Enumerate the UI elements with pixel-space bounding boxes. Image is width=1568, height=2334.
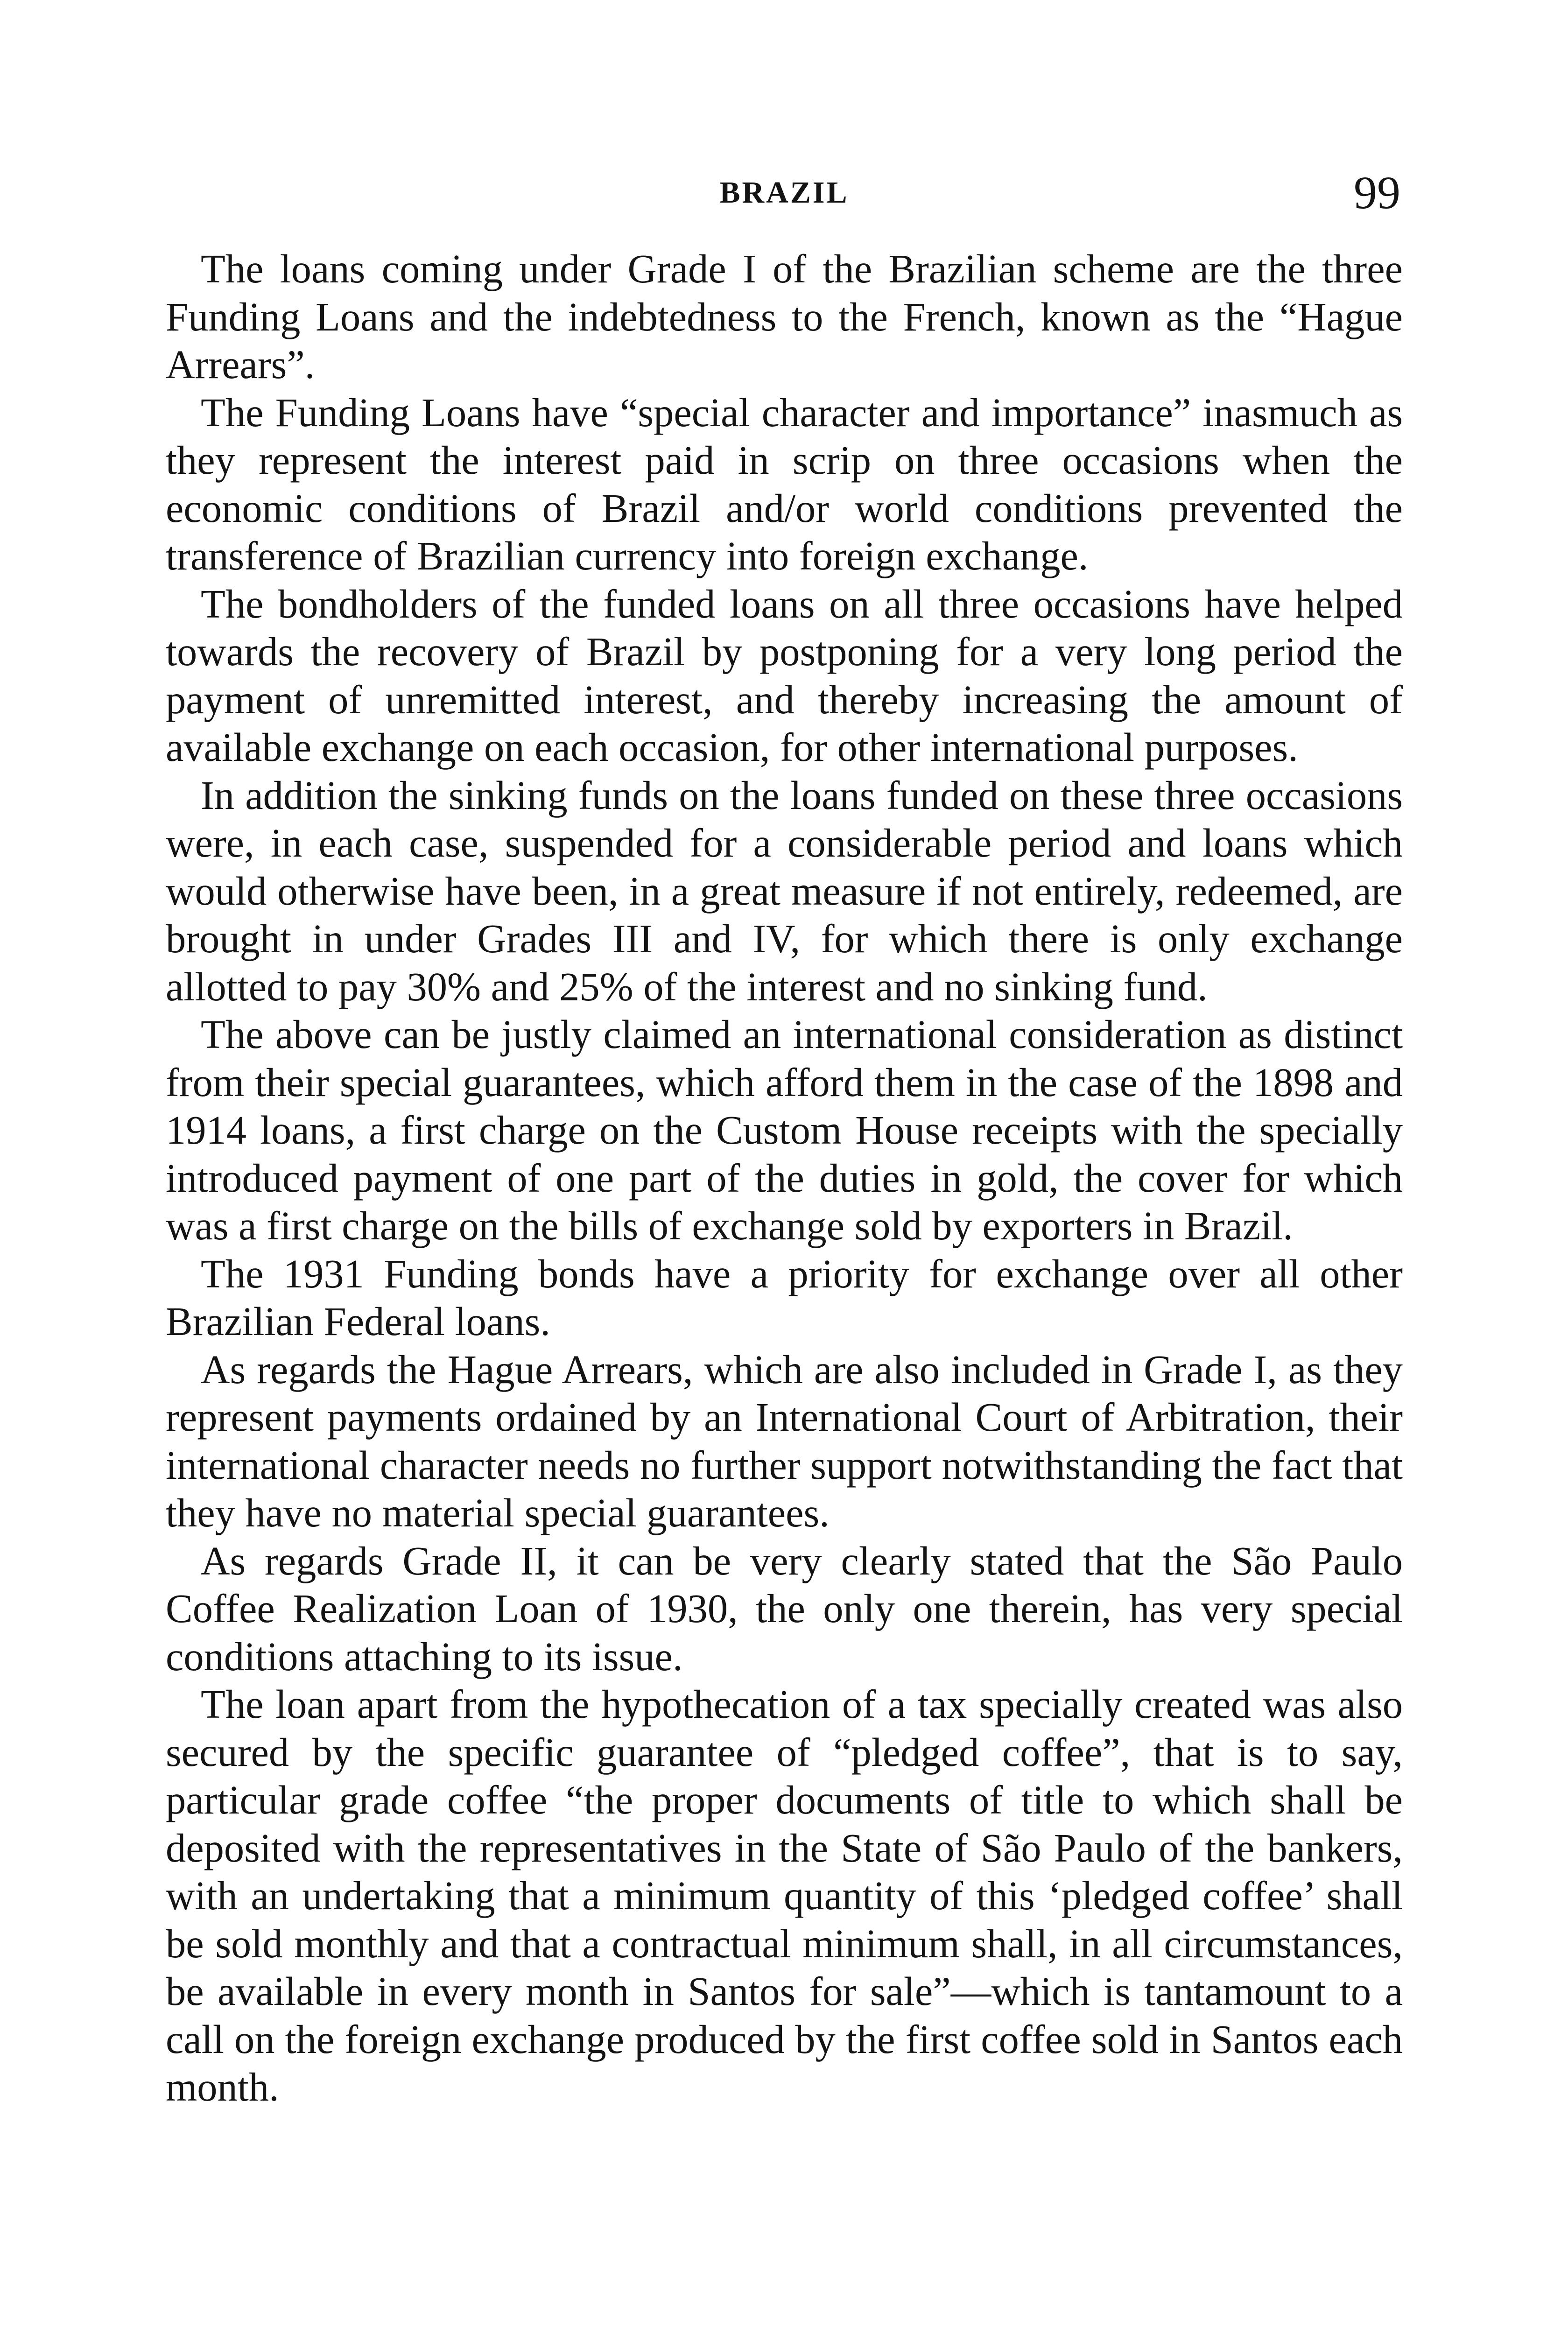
running-title: BRAZIL: [719, 176, 849, 210]
running-head: [168, 166, 1400, 222]
paragraph: The 1931 Funding bonds have a priority for exchange over all other Brazilian Federal loans.: [166, 1251, 1403, 1344]
page-number: 99: [1354, 167, 1400, 218]
paragraph: The above can be justly claimed an international consideration as distinct from their special guarantees, which afford them in the case of the 1898 and 1914 loans, a first charge on the Custom House receipts with the specially introduced payment of one part of the duties in gold, the cover for which was a first charge on the bills of exchange sold by exporters in Brazil.: [166, 1012, 1403, 1248]
paragraph: The Funding Loans have “special character and importance” inasmuch as they represent the interest paid in scrip on three occasions when the economic conditions of Brazil and/or world conditions prevented the transference of Brazilian currency into foreign exchange.: [166, 390, 1403, 578]
paragraph: As regards the Hague Arrears, which are also included in Grade I, as they represent payments ordained by an International Court of Arbitration, their international character needs no further support notwithstanding the fact that they have no material special guarantees.: [166, 1347, 1403, 1535]
paragraph: The bondholders of the funded loans on all three occasions have helped towards the recovery of Brazil by postponing for a very long period the payment of unremitted interest, and thereby increasing the amount of available exchange on each occasion, for other international purposes.: [166, 581, 1403, 770]
paragraph: In addition the sinking funds on the loans funded on these three occasions were, in each case, suspended for a considerable period and loans which would otherwise have been, in a great measure if not entirely, redeemed, are brought in under Grades III and IV, for which there is only exchange allotted to pay 30% and 25% of the interest and no sinking fund.: [166, 773, 1403, 1009]
paragraph: The loans coming under Grade I of the Brazilian scheme are the three Funding Loans and the indebtedness to the French, known as the “Hague Arrears”.: [166, 246, 1403, 387]
paragraph: As regards Grade II, it can be very clearly stated that the São Paulo Coffee Realization Loan of 1930, the only one therein, has very special conditions attaching to its issue.: [166, 1538, 1403, 1679]
body-text: [166, 245, 1403, 2111]
paragraph: The loan apart from the hypothecation of a tax specially created was also secured by the specific guarantee of “pledged coffee”, that is to say, particular grade coffee “the proper documents of title to which shall be deposited with the representatives in the State of São Paulo of the bankers, with an undertaking that a minimum quantity of this ‘pledged coffee’ shall be sold monthly and that a contractual minimum shall, in all circumstances, be available in every month in Santos for sale”—which is tantamount to a call on the foreign exchange produced by the first coffee sold in Santos each month.: [166, 1682, 1403, 2109]
